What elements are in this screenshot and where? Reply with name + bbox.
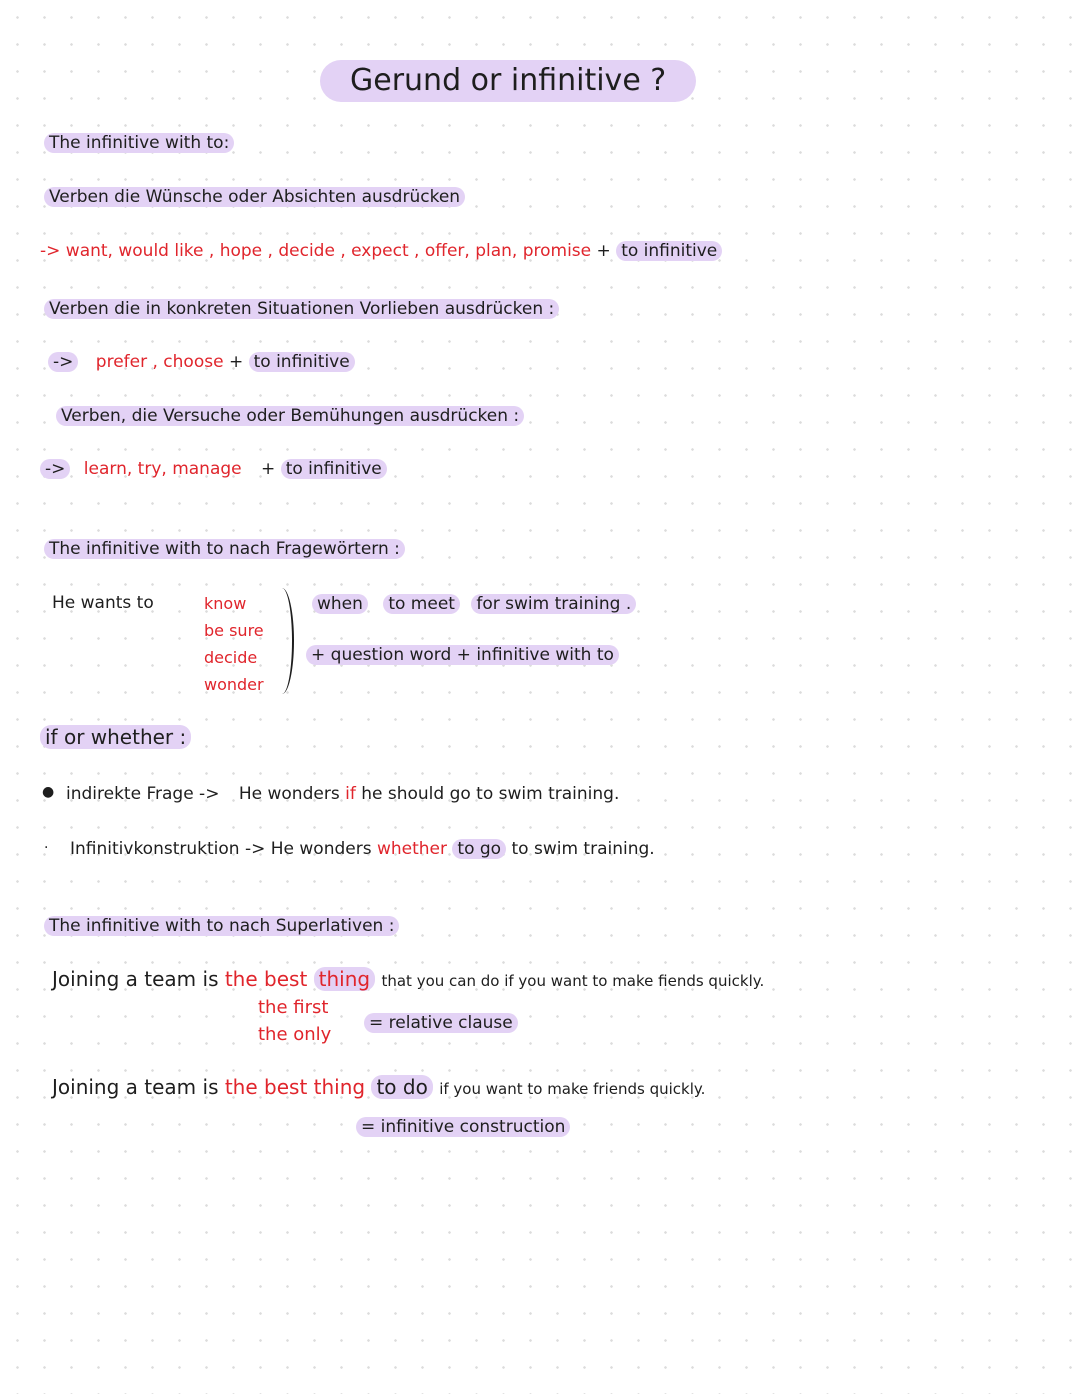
to-infinitive-tag: to infinitive [249,352,355,372]
to-infinitive-tag: to infinitive [281,459,387,479]
question-word-when: when [312,594,368,614]
rule-attempts: Verben, die Versuche oder Bemühungen ausdrücken : [56,406,524,426]
bullet-dot: · [44,840,49,856]
to-infinitive-tag: to infinitive [616,241,722,261]
noun-thing: thing [314,967,375,991]
example-rest: to swim training. [511,839,655,859]
superlative-alternatives [258,994,331,1048]
verb-list-wishes: want, would like , hope , decide , expect , offer, plan, promise [65,241,592,261]
section-heading-infinitive-with-to: The infinitive with to: [44,133,234,153]
plus-sign: + [228,352,244,372]
page-title: Gerund or infinitive ? [320,60,696,102]
example-rest: he should go to swim training. [361,784,620,804]
arrow-icon: -> [48,352,78,372]
label-infinitive-construction: Infinitivkonstruktion -> [70,839,266,859]
verb-list-attempts: learn, try, manage [83,459,242,479]
label-indirect-question: indirekte Frage -> [66,784,220,804]
superlative-item: the first [258,997,329,1018]
example-subject: He wants to [52,593,154,613]
verb-item: decide [204,648,258,667]
noun-thing: thing [313,1075,366,1099]
arrow-icon: -> [40,459,70,479]
verb-stack [204,590,264,698]
rule-wishes-intentions: Verben die Wünsche oder Absichten ausdrücken [44,187,465,207]
example-subject: Joining a team is [52,967,219,991]
example-he-wonders: He wonders [238,784,340,804]
section-heading-question-words: The infinitive with to nach Fragewörtern : [44,539,405,559]
verb-item: be sure [204,621,264,640]
relative-clause-text: that you can do if you want to make fiends quickly. [381,972,765,990]
verb-item: know [204,594,247,613]
section-heading-superlatives: The infinitive with to nach Superlativen : [44,916,399,936]
to-meet: to meet [383,594,460,614]
superlative-the-best: the best [224,967,308,991]
rule-preferences: Verben die in konkreten Situationen Vorlieben ausdrücken : [44,299,559,319]
example-he-wonders: He wonders [270,839,372,859]
infinitive-construction-label: = infinitive construction [356,1117,570,1137]
plus-sign: + [596,241,611,261]
curly-bracket [274,588,294,694]
relative-clause-label: = relative clause [364,1013,518,1033]
superlative-the-best: the best [224,1075,308,1099]
to-go: to go [452,839,506,859]
verb-list-preferences: prefer , choose [95,352,224,372]
superlative-item: the only [258,1024,332,1045]
conjunction-if: if [345,784,356,804]
conjunction-whether: whether [376,839,448,859]
formula-question-word: + question word + infinitive with to [306,645,619,665]
section-heading-if-whether: if or whether : [40,725,191,749]
arrow-icon: -> [40,241,61,261]
example-rest: for swim training . [471,594,636,614]
example-rest: if you want to make friends quickly. [439,1080,706,1098]
to-do: to do [371,1075,432,1099]
verb-item: wonder [204,675,264,694]
example-subject: Joining a team is [52,1075,219,1099]
plus-sign: + [261,459,276,479]
bullet-dot: ● [42,784,55,800]
